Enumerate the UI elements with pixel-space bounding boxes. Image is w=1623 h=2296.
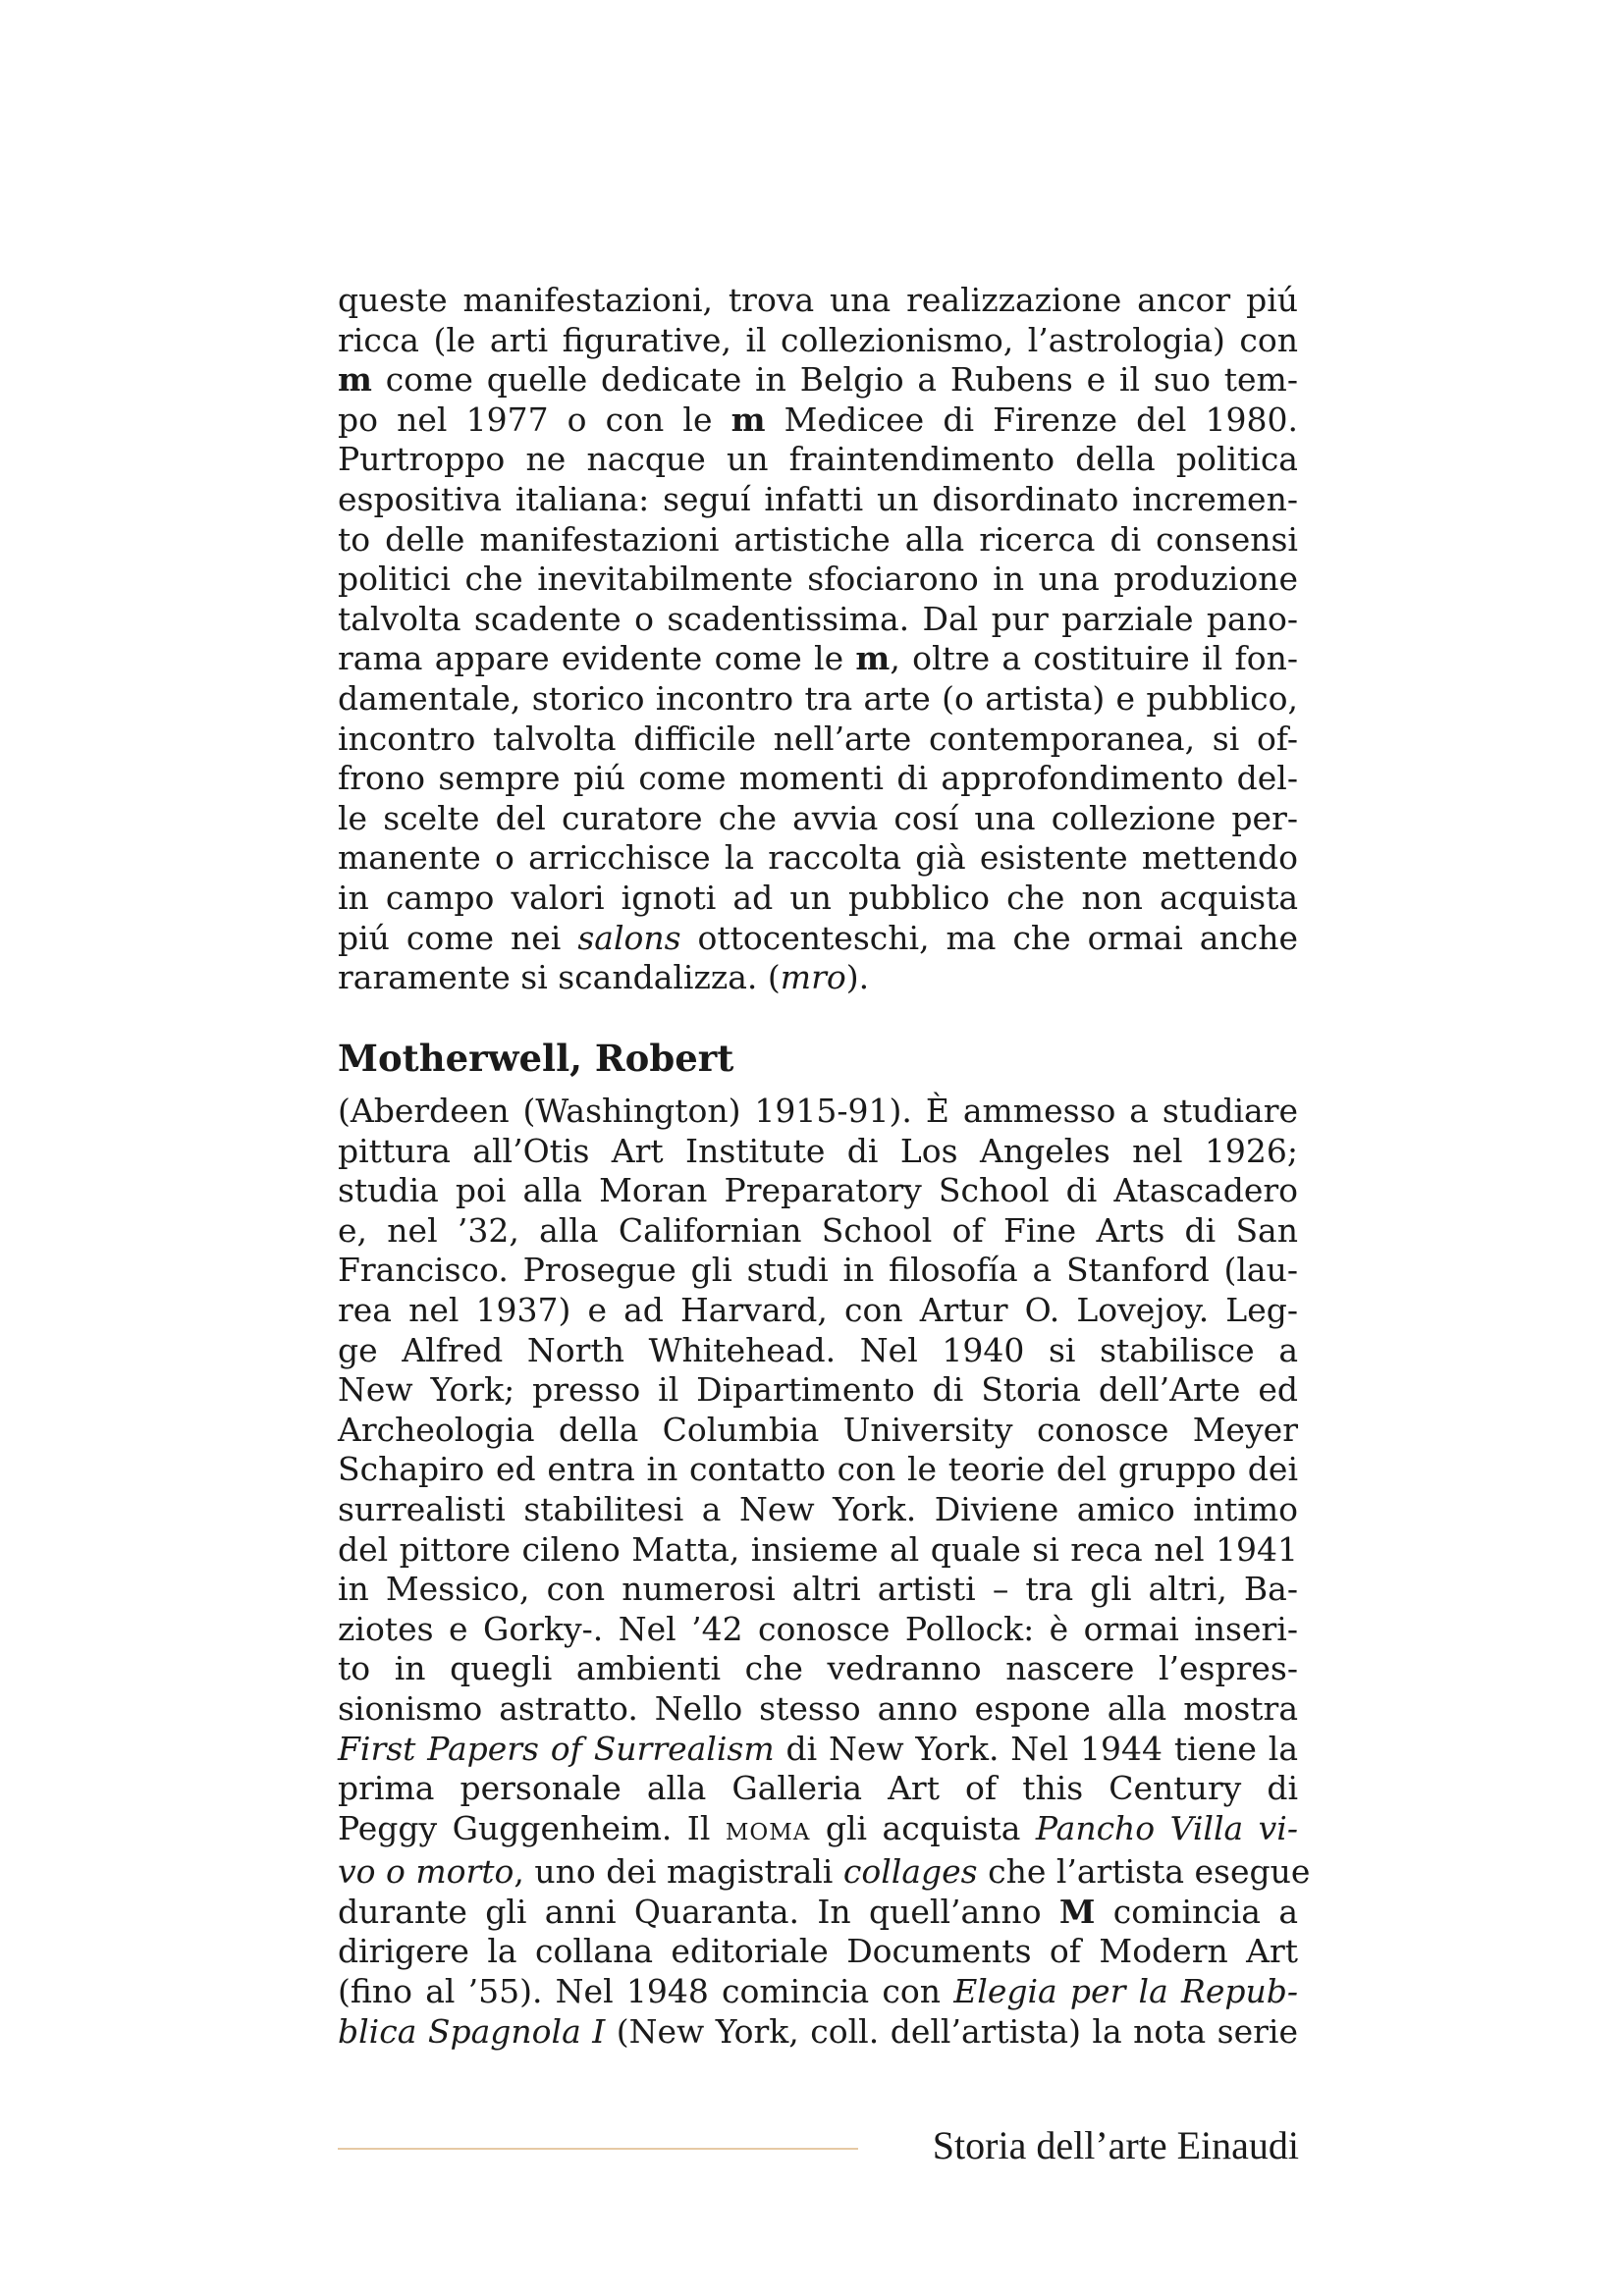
text-line: Francisco. Prosegue gli studi in filosofía a Stanford (lau- (338, 1251, 1298, 1290)
text-line: rama appare evidente come le m, oltre a costituire il fon- (338, 639, 1298, 678)
footer-title: Storia dell’arte Einaudi (932, 2123, 1299, 2167)
text-line: to in quegli ambienti che vedranno nascere l’espres- (338, 1649, 1298, 1688)
text-line: New York; presso il Dipartimento di Storia dell’Arte ed (338, 1370, 1298, 1410)
text-line: (fino al ’55). Nel 1948 comincia con Elegia per la Repub- (338, 1972, 1298, 2011)
text-line: blica Spagnola I (New York, coll. dell’artista) la nota serie (338, 2011, 1298, 2051)
text-line: espositiva italiana: seguí infatti un disordinato incremen- (338, 479, 1298, 518)
footer-rule (338, 2148, 858, 2150)
text-line: to delle manifestazioni artistiche alla ricerca di consensi (338, 519, 1298, 559)
text-line: (Aberdeen (Washington) 1915-91). È ammesso a studiare (338, 1092, 1298, 1130)
text-line: ge Alfred North Whitehead. Nel 1940 si stabilisce a (338, 1330, 1298, 1369)
text-line: prima personale alla Galleria Art of this Century di (338, 1769, 1298, 1808)
text-line: e, nel ’32, alla Californian School of Fine Arts di San (338, 1210, 1298, 1250)
text-line: frono sempre piú come momenti di approfondimento del- (338, 759, 1298, 798)
text-line: politici che inevitabilmente sfociarono in una produzione (338, 560, 1298, 599)
text-line: in Messico, con numerosi altri artisti – tra gli altri, Ba- (338, 1570, 1298, 1609)
entry-heading: Motherwell, Robert (338, 1037, 734, 1080)
text-line: Purtroppo ne nacque un fraintendimento della politica (338, 440, 1298, 479)
entry-continuation-paragraph (338, 281, 1298, 998)
text-line: in campo valori ignoti ad un pubblico che non acquista (338, 878, 1298, 917)
text-line: ricca (le arti figurative, il collezionismo, l’astrologia) con (338, 320, 1298, 359)
text-line: dirigere la collana editoriale Documents of Modern Art (338, 1932, 1298, 1971)
text-line: studia poi alla Moran Preparatory School di Atascadero (338, 1171, 1298, 1210)
text-line: Schapiro ed entra in contatto con le teorie del gruppo dei (338, 1450, 1298, 1489)
text-line: po nel 1977 o con le m Medicee di Firenze del 1980. (338, 400, 1298, 439)
text-line: m come quelle dedicate in Belgio a Rubens e il suo tem- (338, 360, 1298, 400)
text-line: raramente si scandalizza. (mro). (338, 958, 870, 997)
text-line: queste manifestazioni, trova una realizzazione ancor piú (338, 281, 1298, 319)
text-line: surrealisti stabilitesi a New York. Diviene amico intimo (338, 1489, 1298, 1528)
text-line: piú come nei salons ottocenteschi, ma che ormai anche (338, 918, 1298, 957)
text-line: ziotes e Gorky-. Nel ’42 conosce Pollock: è ormai inseri- (338, 1609, 1298, 1648)
text-line: Archeologia della Columbia University conosce Meyer (338, 1410, 1298, 1449)
text-line: talvolta scadente o scadentissima. Dal pur parziale pano- (338, 599, 1298, 638)
text-line: manente o arricchisce la raccolta già esistente mettendo (338, 838, 1298, 878)
text-line: rea nel 1937) e ad Harvard, con Artur O. Lovejoy. Leg- (338, 1290, 1298, 1329)
text-line: First Papers of Surrealism di New York. Nel 1944 tiene la (338, 1729, 1298, 1768)
text-line: pittura all’Otis Art Institute di Los Angeles nel 1926; (338, 1131, 1298, 1170)
entry-body-paragraph (338, 1092, 1311, 2052)
text-line: del pittore cileno Matta, insieme al quale si reca nel 1941 (338, 1529, 1298, 1569)
text-line: incontro talvolta difficile nell’arte contemporanea, si of- (338, 719, 1298, 758)
text-line: le scelte del curatore che avvia cosí una collezione per- (338, 798, 1298, 837)
text-line: damentale, storico incontro tra arte (o artista) e pubblico, (338, 678, 1298, 718)
text-line: vo o morto, uno dei magistrali collages che l’artista esegue (338, 1852, 1311, 1892)
text-line: durante gli anni Quaranta. In quell’anno M comincia a (338, 1892, 1298, 1931)
text-line: sionismo astratto. Nello stesso anno espone alla mostra (338, 1688, 1298, 1728)
text-line: Peggy Guggenheim. Il MOMA gli acquista Pancho Villa vi- (338, 1808, 1298, 1847)
